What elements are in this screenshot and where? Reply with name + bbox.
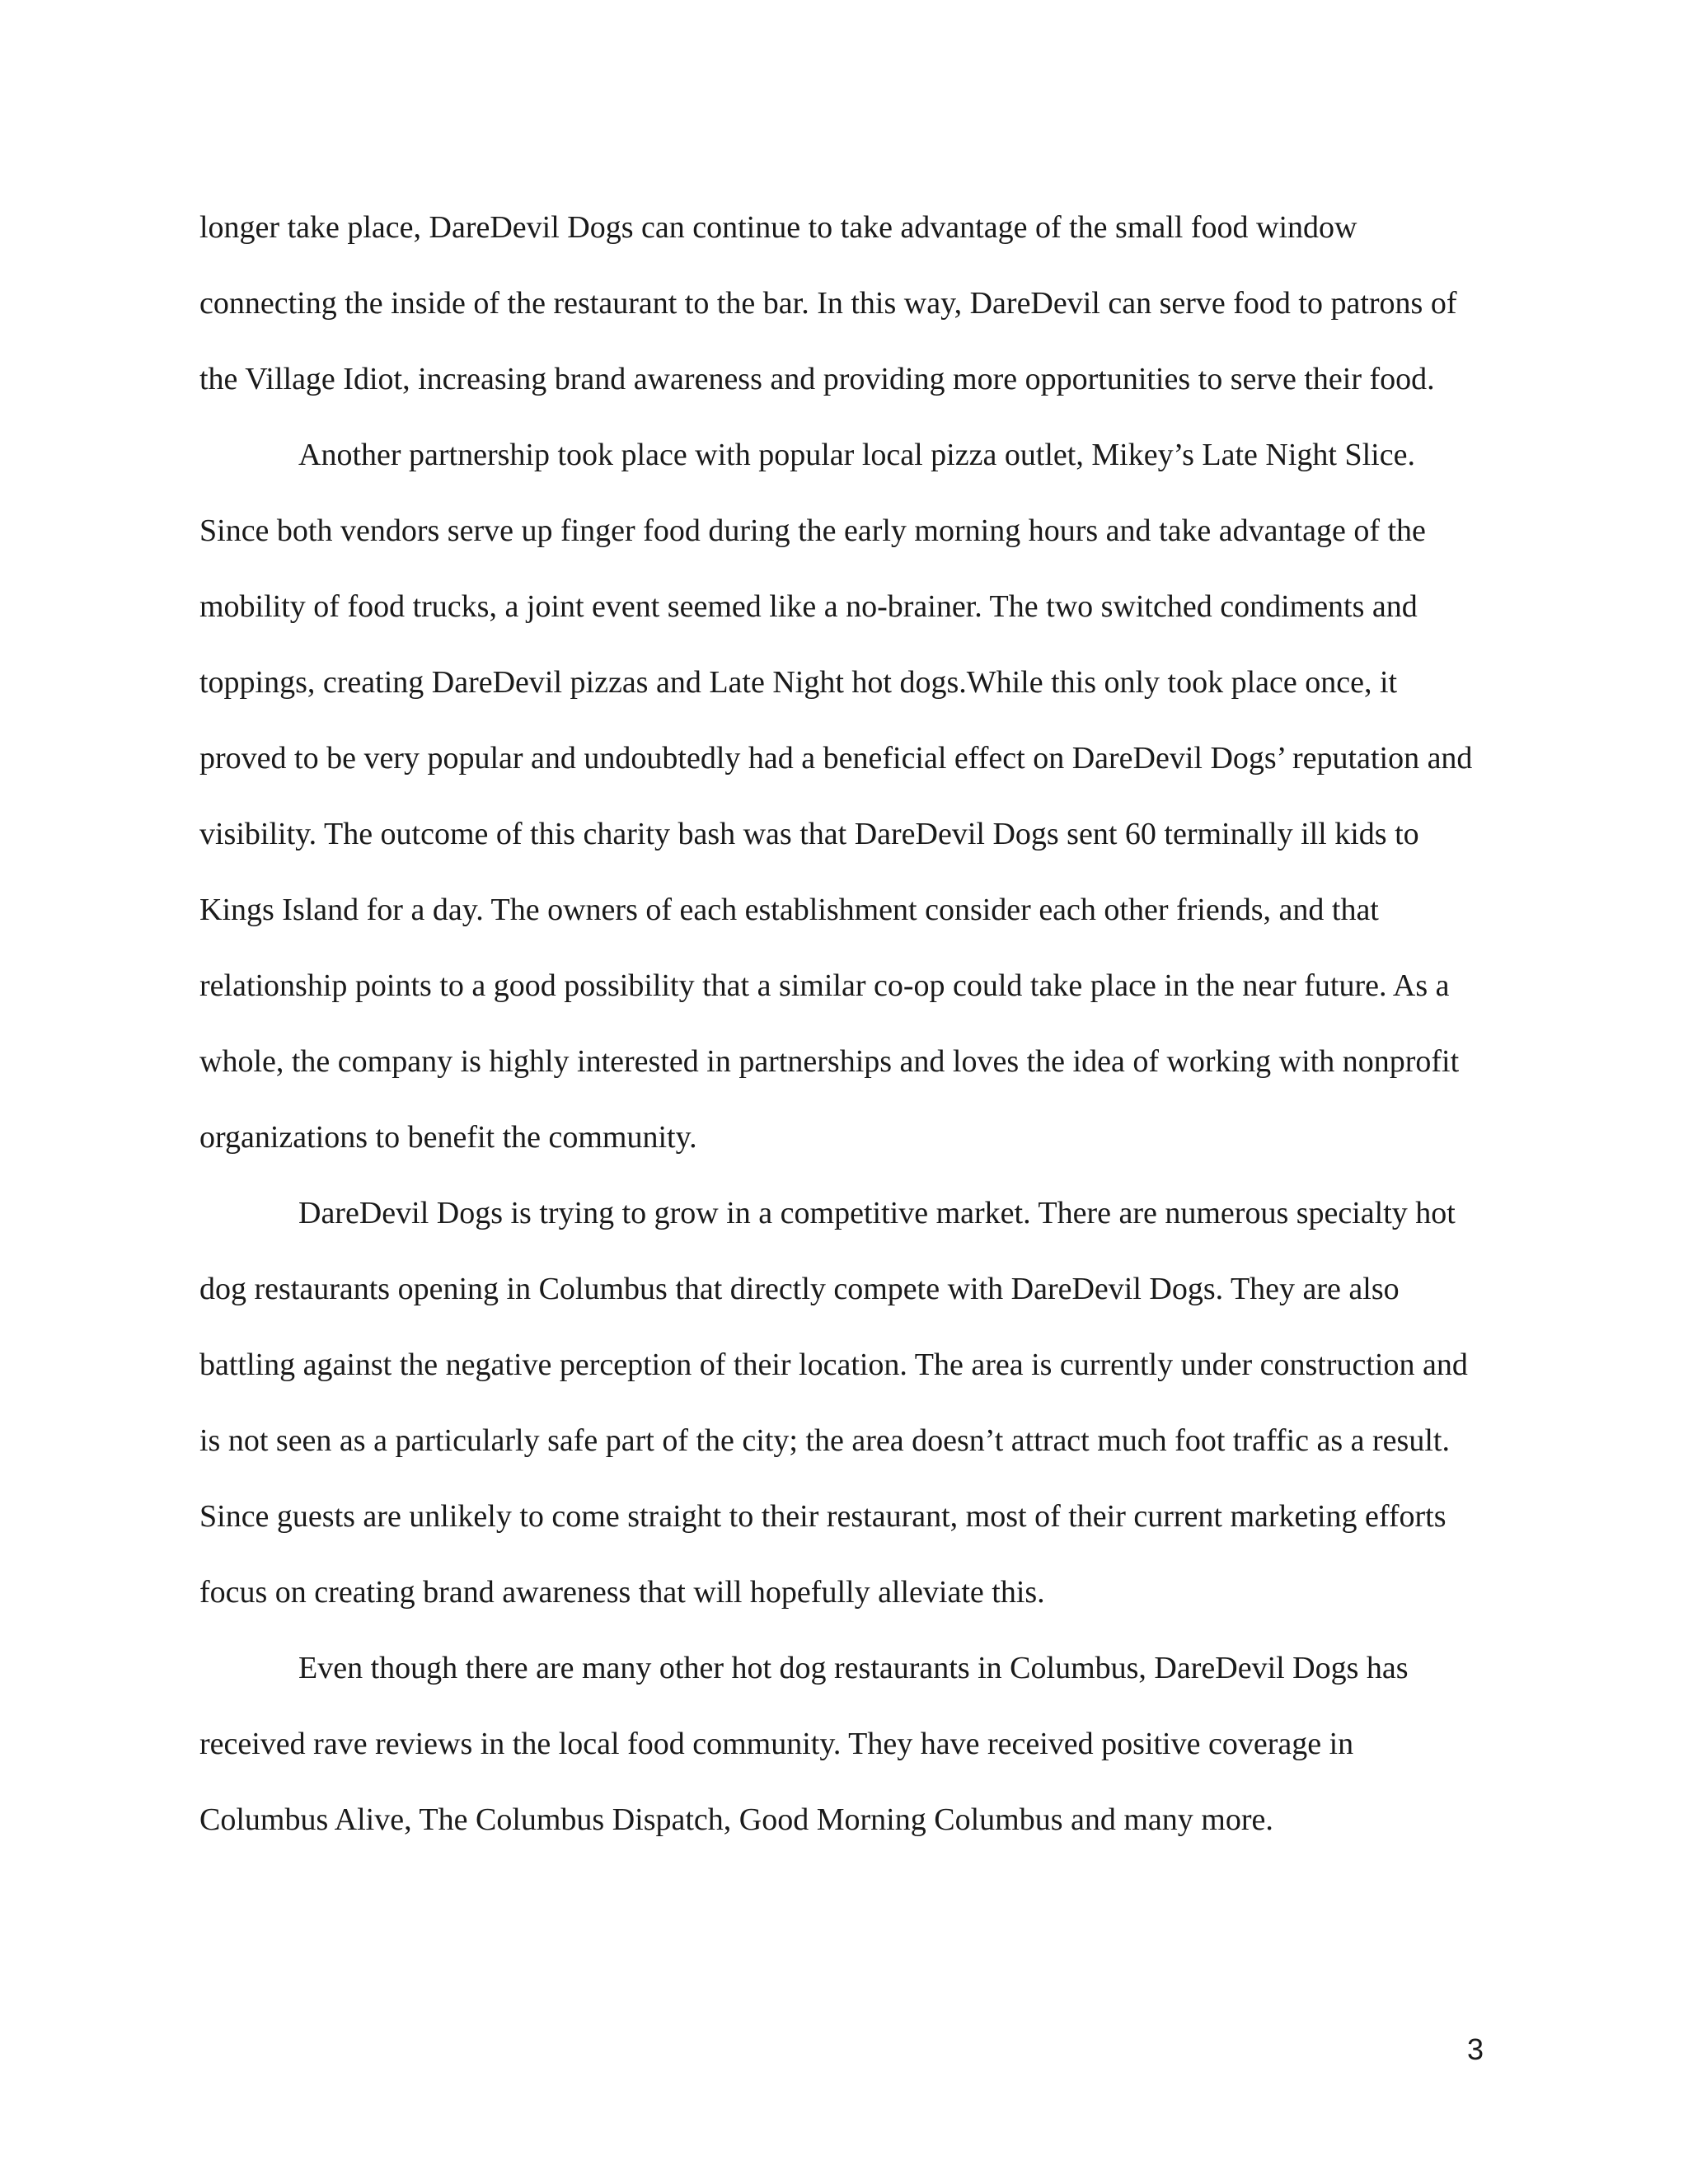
page-number: 3 — [1466, 2032, 1484, 2066]
paragraph-competition: DareDevil Dogs is trying to grow in a competitive market. There are numerous specialty hot dog restaurants opening in Columbus that directly compete with DareDevil Dogs. They are also battling against the negative perception of their location. The area is currently under construction and is not seen as a particularly safe part of the city; the area doesn’t attract much foot traffic as a result. Since guests are unlikely to come straight to their restaurant, most of their current marketing efforts focus on creating brand awareness that will hopefully alleviate this. — [199, 1196, 1468, 1610]
paragraph-continuation: longer take place, DareDevil Dogs can continue to take advantage of the small food window connecting the inside of the restaurant to the bar. In this way, DareDevil can serve food to patrons of the Village Idiot, increasing brand awareness and providing more opportunities to serve their food. — [199, 210, 1457, 396]
paragraph-reviews: Even though there are many other hot dog restaurants in Columbus, DareDevil Dogs has received rave reviews in the local food community. They have received positive coverage in Columbus Alive, The Columbus Dispatch, Good Morning Columbus and many more. — [199, 1651, 1409, 1837]
body-text — [199, 190, 1487, 1858]
paragraph-partnership: Another partnership took place with popular local pizza outlet, Mikey’s Late Night Slice. Since both vendors serve up finger food during the early morning hours and take advantage of the mobility of food trucks, a joint event seemed like a no-brainer. The two switched condiments and toppings, creating DareDevil pizzas and Late Night hot dogs.While this only took place once, it proved to be very popular and undoubtedly had a beneficial effect on DareDevil Dogs’ reputation and visibility. The outcome of this charity bash was that DareDevil Dogs sent 60 terminally ill kids to Kings Island for a day. The owners of each establishment consider each other friends, and that relationship points to a good possibility that a similar co-op could take place in the near future. As a whole, the company is highly interested in partnerships and loves the idea of working with nonprofit organizations to benefit the community. — [199, 438, 1473, 1155]
